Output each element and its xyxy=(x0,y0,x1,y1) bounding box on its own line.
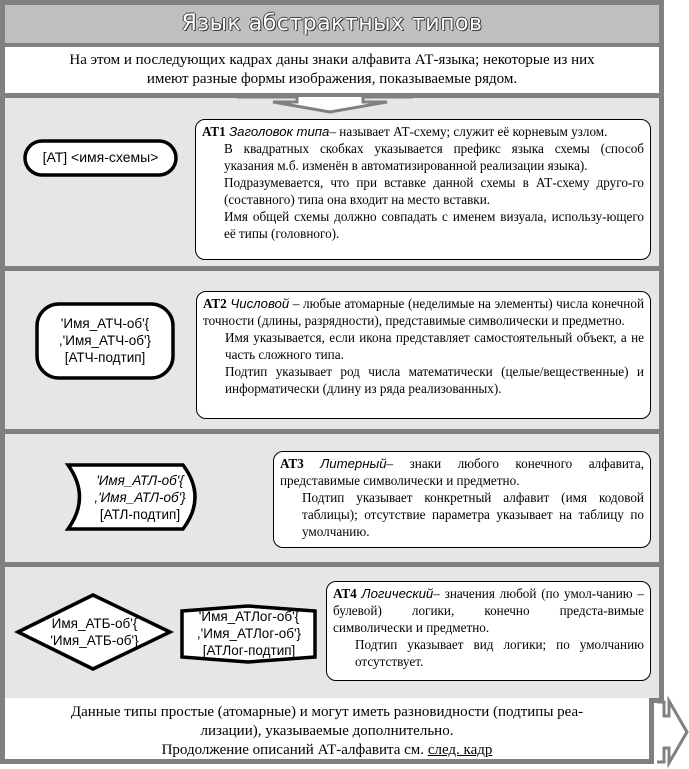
footer-text xyxy=(0,698,654,764)
at1-paragraph: В квадратных скобках указывается префикс языка схемы (способ указания м.б. изменён в автоматизированной реализации языка). xyxy=(224,141,644,173)
at4-hexagon-line: [АТЛог-подтип] xyxy=(202,643,296,658)
at1-paragraph: Подразумевается, что при вставке данной схемы в АТ-схему друго-го (составного) типа она входит на место вставки. xyxy=(224,175,644,207)
at3-lead: – знаки любого конечного алфавита, представимые символически и предметно. xyxy=(280,456,645,488)
intro-line-2: имеют разные формы изображения, показываемые рядом. xyxy=(146,71,518,87)
at4-hexagon-line: ,'Имя_АТЛог-об'} xyxy=(196,626,302,641)
title-bar xyxy=(0,0,664,47)
at2-shape-line: 'Имя_АТЧ-об'{ xyxy=(60,316,150,331)
at3-description xyxy=(273,451,651,548)
at2-shape-label xyxy=(37,315,173,366)
at4-diamond-line: Имя_АТБ-об'{ xyxy=(51,616,138,631)
at1-code: АТ1 xyxy=(202,124,226,139)
at1-description xyxy=(195,119,651,260)
footer-line-1: Данные типы простые (атомарные) и могут иметь разновидности (подтипы реа- xyxy=(70,704,584,720)
down-arrow-icon xyxy=(235,94,415,116)
section-at2 xyxy=(0,266,664,434)
at3-code: АТ3 xyxy=(280,456,304,471)
section-at4 xyxy=(0,562,664,703)
at2-shape-line: ,'Имя_АТЧ-об'} xyxy=(58,333,152,348)
at2-shape-line: [АТЧ-подтип] xyxy=(64,350,146,365)
at2-lead: – любые атомарные (неделимые на элементы) числа конечной точности (длины, разрядности), представимые символически и предметно. xyxy=(203,296,645,328)
intro-text xyxy=(0,47,664,93)
at2-paragraph: Имя указывается, если икона представляет самостоятельный объект, а не часть сложного типа. xyxy=(225,330,644,362)
at1-shape-label: [АТ] <имя-схемы> xyxy=(42,149,159,165)
at4-description xyxy=(326,581,651,681)
footer-line-3 xyxy=(5,741,649,760)
at3-paragraph: Подтип указывает конкретный алфавит (имя кодовой таблицы); отсутствие параметра указывает на таблицу по умолчанию. xyxy=(302,490,644,539)
at2-code: АТ2 xyxy=(203,296,227,311)
at3-shape-line: [АТЛ-подтип] xyxy=(99,507,181,522)
at4-hexagon-label xyxy=(180,608,318,659)
at4-name: Логический xyxy=(361,586,434,601)
at3-shape-label xyxy=(85,472,195,523)
at2-name: Числовой xyxy=(230,296,290,311)
next-frame-link[interactable]: след. кадр xyxy=(427,742,493,758)
at3-name: Литерный xyxy=(320,456,387,471)
at4-diamond-line: 'Имя_АТБ-об'} xyxy=(50,633,139,648)
at4-lead: – значения любой (по умол-чанию – булевой) логики, конечно предста-вимые символически и предметно. xyxy=(333,586,644,635)
at1-name: Заголовок типа xyxy=(229,124,330,139)
at3-shape-line: 'Имя_АТЛ-об'{ xyxy=(96,473,184,488)
page-title: Язык абстрактных типов xyxy=(181,11,483,36)
at2-paragraph: Подтип указывает род числа математически (целые/вещественные) и информатически (длину из ряда реализованных). xyxy=(225,364,644,396)
at2-description xyxy=(196,291,651,419)
footer-continue-text: Продолжение описаний АТ-алфавита см. xyxy=(161,742,428,758)
at1-paragraph: Имя общей схемы должно совпадать с именем визуала, использу-ющего её типы (головного). xyxy=(224,209,644,241)
next-frame-arrow-icon[interactable] xyxy=(655,698,689,766)
at4-paragraph: Подтип указывает вид логики; по умолчанию отсутствует. xyxy=(355,637,644,669)
intro-line-1: На этом и последующих кадрах даны знаки алфавита АТ-языка; некоторые из них xyxy=(69,52,595,68)
at4-diamond-label xyxy=(27,615,162,649)
footer-line-2: лизации), указываемые дополнительно. xyxy=(200,723,454,739)
section-at3 xyxy=(0,429,664,567)
at1-lead: – называет АТ-схему; служит её корневым узлом. xyxy=(329,124,608,139)
at3-shape-line: ,'Имя_АТЛ-об'} xyxy=(94,490,186,505)
at4-hexagon-line: 'Имя_АТЛог-об'{ xyxy=(198,609,300,624)
section-at1 xyxy=(0,93,664,271)
at4-code: АТ4 xyxy=(333,586,357,601)
